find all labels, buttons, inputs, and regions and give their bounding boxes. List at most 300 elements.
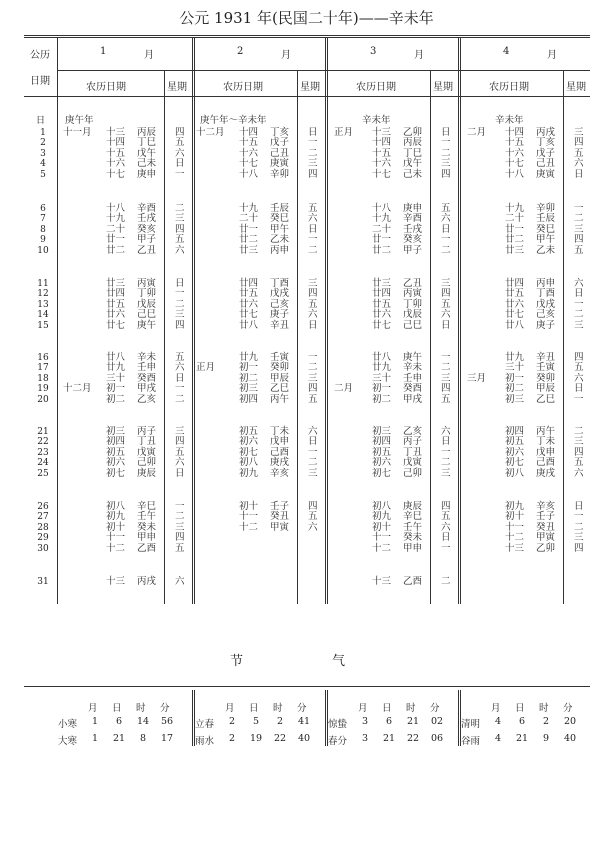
weekday: 日 xyxy=(308,223,318,235)
lunar-day: 廿九 xyxy=(106,362,126,374)
lunar-day: 初九 xyxy=(106,511,126,523)
lunar-day: 三十 xyxy=(106,372,126,384)
weekday: 三 xyxy=(574,223,584,235)
ganzhi: 癸卯 xyxy=(270,362,290,374)
ganzhi: 丁亥 xyxy=(270,127,290,138)
ganzhi: 庚戌 xyxy=(270,457,290,469)
weekday: 三 xyxy=(308,467,318,479)
ganzhi: 丁丑 xyxy=(137,436,157,448)
month-label: 月 xyxy=(281,50,291,61)
lunar-day: 初一 xyxy=(106,383,126,395)
weekday: 一 xyxy=(175,383,185,395)
weekday: 一 xyxy=(175,168,185,180)
day-number: 17 xyxy=(37,363,49,374)
day-number: 12 xyxy=(37,289,49,300)
weekday: 二 xyxy=(308,147,318,159)
year-label: 庚午年 xyxy=(65,115,94,126)
lunar-day: 初八 xyxy=(239,457,259,469)
lunar-day: 初八 xyxy=(505,467,525,479)
ganzhi: 戊戌 xyxy=(536,298,556,310)
lunar-day: 初六 xyxy=(106,457,126,469)
ganzhi: 乙亥 xyxy=(137,393,157,405)
weekday: 四 xyxy=(441,168,451,180)
ganzhi: 乙未 xyxy=(270,234,290,246)
lunar-day: 十九 xyxy=(372,213,392,225)
ganzhi: 乙酉 xyxy=(137,542,157,554)
ganzhi: 己卯 xyxy=(403,467,423,479)
ganzhi: 丁巳 xyxy=(137,137,157,149)
weekday: 一 xyxy=(441,542,451,554)
solar-term-value: 20 xyxy=(563,716,577,727)
ganzhi: 庚申 xyxy=(137,168,157,180)
solar-term-value: 2 xyxy=(542,716,550,727)
solar-terms-column-label: 日 xyxy=(515,703,525,714)
solar-terms-column-label: 时 xyxy=(406,703,416,714)
weekday: 五 xyxy=(175,234,185,246)
month-label: 月 xyxy=(414,50,424,61)
lunar-day: 初三 xyxy=(239,383,259,395)
ganzhi: 丁亥 xyxy=(536,137,556,149)
weekday: 五 xyxy=(175,446,185,458)
day-number: 23 xyxy=(37,447,49,458)
weekday: 三 xyxy=(574,532,584,544)
lunar-day: 初七 xyxy=(505,457,525,469)
lunar-day: 十六 xyxy=(106,158,126,170)
lunar-day: 三十 xyxy=(505,362,525,374)
weekday: 四 xyxy=(441,501,451,512)
solar-term-value: 6 xyxy=(518,716,526,727)
ganzhi: 丙戌 xyxy=(536,127,556,138)
ganzhi: 乙卯 xyxy=(403,127,423,138)
day-number: 10 xyxy=(37,245,49,256)
weekday: 三 xyxy=(308,278,318,289)
lunar-day: 廿六 xyxy=(505,298,525,310)
weekday: 二 xyxy=(175,393,185,405)
ganzhi: 甲戌 xyxy=(137,383,157,395)
weekday: 三 xyxy=(441,278,451,289)
lunar-day: 廿五 xyxy=(372,298,392,310)
lunar-day: 初九 xyxy=(505,501,525,512)
lunar-day: 廿七 xyxy=(106,319,126,331)
lunar-day: 十六 xyxy=(505,147,525,159)
lunar-day: 十七 xyxy=(239,158,259,170)
lunar-month: 三月 xyxy=(467,372,487,384)
weekday: 五 xyxy=(441,203,451,214)
ganzhi: 戊申 xyxy=(536,446,556,458)
lunar-day: 初一 xyxy=(505,372,525,384)
weekday: 四 xyxy=(574,137,584,149)
day-number: 16 xyxy=(37,353,49,363)
day-number: 9 xyxy=(40,235,46,246)
weekday: 一 xyxy=(308,446,318,458)
ganzhi: 辛卯 xyxy=(270,168,290,180)
solar-term-name: 小寒 xyxy=(58,719,78,730)
weekday: 六 xyxy=(308,309,318,321)
weekday: 四 xyxy=(175,532,185,544)
weekday: 二 xyxy=(441,147,451,159)
weekday: 六 xyxy=(441,309,451,321)
lunar-day: 廿六 xyxy=(106,309,126,321)
ganzhi: 己未 xyxy=(137,158,157,170)
weekday: 六 xyxy=(308,213,318,225)
weekday: 日 xyxy=(574,288,584,300)
weekday: 日 xyxy=(308,127,318,138)
lunar-day: 廿五 xyxy=(106,298,126,310)
solar-term-value: 2 xyxy=(228,716,236,727)
ganzhi: 壬午 xyxy=(403,521,423,533)
lunar-month: 正月 xyxy=(334,127,354,138)
weekday: 二 xyxy=(441,362,451,374)
ganzhi: 丙子 xyxy=(403,436,423,448)
lunar-day: 初十 xyxy=(106,521,126,533)
weekday: 一 xyxy=(175,501,185,512)
day-number: 28 xyxy=(37,522,49,533)
lunar-date-header: 农历日期 xyxy=(489,82,529,93)
ganzhi: 甲子 xyxy=(137,234,157,246)
lunar-day: 廿一 xyxy=(106,234,126,246)
weekday: 五 xyxy=(441,298,451,310)
lunar-day: 廿八 xyxy=(239,319,259,331)
lunar-day: 十一 xyxy=(372,532,392,544)
ganzhi: 乙丑 xyxy=(403,278,423,289)
lunar-day: 初三 xyxy=(106,426,126,437)
weekday: 六 xyxy=(441,521,451,533)
ganzhi: 丙戌 xyxy=(137,576,157,587)
ganzhi: 戊子 xyxy=(536,147,556,159)
ganzhi: 壬午 xyxy=(137,511,157,523)
lunar-day: 十六 xyxy=(372,158,392,170)
weekday: 三 xyxy=(441,158,451,170)
ganzhi: 壬寅 xyxy=(536,362,556,374)
lunar-day: 初四 xyxy=(505,426,525,437)
weekday: 三 xyxy=(574,319,584,331)
lunar-date-header: 农历日期 xyxy=(223,82,263,93)
ganzhi: 辛巳 xyxy=(137,501,157,512)
lunar-day: 初六 xyxy=(239,436,259,448)
ganzhi: 丁卯 xyxy=(137,288,157,300)
weekday: 日 xyxy=(175,467,185,479)
lunar-day: 十七 xyxy=(106,168,126,180)
lunar-day: 廿三 xyxy=(372,278,392,289)
lunar-day: 十九 xyxy=(106,213,126,225)
lunar-day: 初十 xyxy=(239,501,259,512)
lunar-day: 廿一 xyxy=(505,223,525,235)
solar-term-value: 6 xyxy=(115,716,123,727)
lunar-day: 廿八 xyxy=(505,319,525,331)
lunar-day: 廿一 xyxy=(372,234,392,246)
weekday: 二 xyxy=(175,203,185,214)
lunar-date-header: 农历日期 xyxy=(86,82,126,93)
ganzhi: 辛卯 xyxy=(536,203,556,214)
lunar-day: 十二 xyxy=(106,542,126,554)
weekday: 四 xyxy=(574,542,584,554)
ganzhi: 壬寅 xyxy=(270,352,290,363)
lunar-day: 十三 xyxy=(106,576,126,587)
weekday-header: 星期 xyxy=(433,82,453,93)
weekday: 一 xyxy=(308,137,318,149)
solar-terms-column-label: 月 xyxy=(358,703,368,714)
weekday: 六 xyxy=(441,213,451,225)
lunar-day: 初五 xyxy=(106,446,126,458)
ganzhi: 己巳 xyxy=(137,309,157,321)
lunar-day: 廿七 xyxy=(372,319,392,331)
lunar-month: 十二月 xyxy=(196,127,225,138)
ganzhi: 壬子 xyxy=(536,511,556,523)
day-number: 27 xyxy=(37,512,49,523)
ganzhi: 癸亥 xyxy=(137,223,157,235)
ganzhi: 壬申 xyxy=(403,372,423,384)
weekday: 一 xyxy=(574,511,584,523)
lunar-day: 初三 xyxy=(505,393,525,405)
lunar-day: 初九 xyxy=(239,467,259,479)
lunar-day: 二十 xyxy=(106,223,126,235)
weekday: 日 xyxy=(574,168,584,180)
page-title: 公元 1931 年(民国二十年)——辛未年 xyxy=(179,9,434,27)
year-label: 辛未年 xyxy=(362,115,391,126)
ganzhi: 庚辰 xyxy=(137,467,157,479)
ganzhi: 乙未 xyxy=(536,244,556,256)
solar-term-value: 1 xyxy=(91,733,99,744)
solar-term-value: 9 xyxy=(542,733,550,744)
weekday: 二 xyxy=(308,244,318,256)
weekday: 四 xyxy=(175,223,185,235)
lunar-day: 廿二 xyxy=(505,234,525,246)
ganzhi: 戊辰 xyxy=(137,298,157,310)
weekday: 日 xyxy=(441,436,451,448)
month-label: 月 xyxy=(144,50,154,61)
ganzhi: 乙酉 xyxy=(403,576,423,587)
weekday: 二 xyxy=(308,457,318,469)
solar-term-name: 谷雨 xyxy=(461,736,481,747)
solar-term-name: 惊蛰 xyxy=(328,719,348,730)
weekday: 二 xyxy=(574,309,584,321)
weekday: 六 xyxy=(175,362,185,374)
lunar-day: 廿九 xyxy=(239,352,259,363)
lunar-day: 廿二 xyxy=(106,244,126,256)
lunar-day: 廿四 xyxy=(372,288,392,300)
ganzhi: 戊申 xyxy=(270,436,290,448)
day-number: 24 xyxy=(37,458,49,469)
ganzhi: 癸巳 xyxy=(536,223,556,235)
month-number: 3 xyxy=(370,46,377,57)
ganzhi: 壬戌 xyxy=(403,223,423,235)
ganzhi: 庚子 xyxy=(270,309,290,321)
lunar-day: 十九 xyxy=(239,203,259,214)
solar-term-value: 21 xyxy=(112,733,126,744)
ganzhi: 辛亥 xyxy=(270,467,290,479)
lunar-day: 十六 xyxy=(239,147,259,159)
solar-term-value: 4 xyxy=(494,716,502,727)
lunar-day: 初二 xyxy=(505,383,525,395)
solar-terms-heading: 节 气 xyxy=(229,654,383,669)
ganzhi: 戊午 xyxy=(403,158,423,170)
solar-term-name: 大寒 xyxy=(58,736,78,747)
lunar-day: 廿六 xyxy=(239,298,259,310)
weekday: 二 xyxy=(308,362,318,374)
solar-terms-column-label: 分 xyxy=(160,703,170,714)
ganzhi: 辛酉 xyxy=(403,213,423,225)
lunar-day: 初九 xyxy=(372,511,392,523)
ganzhi: 丙申 xyxy=(270,244,290,256)
weekday: 五 xyxy=(175,542,185,554)
day-number: 1 xyxy=(40,128,46,138)
ganzhi: 庚寅 xyxy=(270,158,290,170)
ganzhi: 戊寅 xyxy=(137,446,157,458)
year-label: 辛未年 xyxy=(495,115,524,126)
month-number: 2 xyxy=(237,46,244,57)
ganzhi: 壬辰 xyxy=(270,203,290,214)
day-number: 22 xyxy=(37,437,49,448)
lunar-day: 廿七 xyxy=(505,309,525,321)
weekday: 三 xyxy=(574,436,584,448)
day-number: 20 xyxy=(37,394,49,405)
day-number: 29 xyxy=(37,533,49,544)
lunar-day: 十八 xyxy=(239,168,259,180)
solar-term-value: 21 xyxy=(406,716,420,727)
lunar-day: 三十 xyxy=(372,372,392,384)
lunar-day: 初一 xyxy=(239,362,259,374)
weekday: 六 xyxy=(574,278,584,289)
weekday: 一 xyxy=(574,298,584,310)
ganzhi: 乙丑 xyxy=(137,244,157,256)
weekday: 三 xyxy=(441,467,451,479)
lunar-day: 十八 xyxy=(106,203,126,214)
weekday: 一 xyxy=(441,137,451,149)
weekday: 一 xyxy=(441,446,451,458)
ganzhi: 己未 xyxy=(403,168,423,180)
solar-terms-column-label: 月 xyxy=(88,703,98,714)
ganzhi: 丁卯 xyxy=(403,298,423,310)
month-label: 月 xyxy=(547,50,557,61)
month-number: 4 xyxy=(503,46,510,57)
lunar-month: 二月 xyxy=(334,383,354,395)
lunar-day: 十二 xyxy=(505,532,525,544)
weekday: 一 xyxy=(441,352,451,363)
ganzhi: 庚寅 xyxy=(536,168,556,180)
ganzhi: 癸酉 xyxy=(403,383,423,395)
weekday: 二 xyxy=(441,244,451,256)
ganzhi: 戊午 xyxy=(137,147,157,159)
lunar-day: 初五 xyxy=(505,436,525,448)
month-number: 1 xyxy=(100,46,107,57)
weekday: 三 xyxy=(175,426,185,437)
ganzhi: 丙午 xyxy=(536,426,556,437)
lunar-day: 廿八 xyxy=(372,352,392,363)
solar-term-value: 2 xyxy=(228,733,236,744)
weekday: 四 xyxy=(574,234,584,246)
lunar-day: 初二 xyxy=(106,393,126,405)
ganzhi: 癸亥 xyxy=(403,234,423,246)
weekday: 六 xyxy=(308,521,318,533)
lunar-day: 十三 xyxy=(372,576,392,587)
ganzhi: 癸丑 xyxy=(536,521,556,533)
solar-terms-column-label: 时 xyxy=(136,703,146,714)
lunar-day: 二十 xyxy=(505,213,525,225)
solar-term-value: 5 xyxy=(252,716,260,727)
header-gregorian-label: 公历 xyxy=(30,50,50,61)
solar-term-value: 22 xyxy=(406,733,420,744)
lunar-day: 廿八 xyxy=(106,352,126,363)
solar-term-value: 22 xyxy=(273,733,287,744)
weekday: 六 xyxy=(175,576,185,587)
solar-term-value: 2 xyxy=(276,716,284,727)
ganzhi: 甲辰 xyxy=(270,372,290,384)
weekday: 五 xyxy=(441,511,451,523)
weekday: 四 xyxy=(574,352,584,363)
ganzhi: 癸未 xyxy=(403,532,423,544)
ganzhi: 辛丑 xyxy=(270,319,290,331)
day-number: 11 xyxy=(37,279,49,289)
weekday: 一 xyxy=(175,288,185,300)
lunar-day: 二十 xyxy=(239,213,259,225)
lunar-day: 廿五 xyxy=(239,288,259,300)
weekday: 五 xyxy=(574,147,584,159)
lunar-day: 十四 xyxy=(106,137,126,149)
lunar-day: 十三 xyxy=(372,127,392,138)
lunar-day: 初十 xyxy=(372,521,392,533)
ganzhi: 己酉 xyxy=(270,446,290,458)
lunar-day: 廿一 xyxy=(239,223,259,235)
weekday: 五 xyxy=(308,298,318,310)
solar-terms-column-label: 日 xyxy=(382,703,392,714)
lunar-month: 十一月 xyxy=(63,127,92,138)
lunar-day: 初五 xyxy=(372,446,392,458)
weekday: 二 xyxy=(175,511,185,523)
ganzhi: 甲寅 xyxy=(270,521,290,533)
lunar-day: 十四 xyxy=(239,127,259,138)
ganzhi: 甲戌 xyxy=(403,393,423,405)
ganzhi: 丙辰 xyxy=(403,137,423,149)
weekday: 五 xyxy=(574,362,584,374)
lunar-day: 二十 xyxy=(372,223,392,235)
ganzhi: 己巳 xyxy=(403,319,423,331)
ganzhi: 丙辰 xyxy=(137,127,157,138)
day-number: 7 xyxy=(40,214,46,225)
weekday: 一 xyxy=(574,393,584,405)
weekday: 日 xyxy=(574,501,584,512)
lunar-day: 初四 xyxy=(106,436,126,448)
solar-term-value: 41 xyxy=(297,716,311,727)
lunar-day: 廿四 xyxy=(106,288,126,300)
weekday: 六 xyxy=(175,244,185,256)
solar-term-value: 02 xyxy=(430,716,444,727)
ganzhi: 己卯 xyxy=(137,457,157,469)
lunar-day: 廿九 xyxy=(505,352,525,363)
ganzhi: 丁丑 xyxy=(403,446,423,458)
weekday: 三 xyxy=(175,309,185,321)
solar-terms-column-label: 日 xyxy=(112,703,122,714)
weekday: 六 xyxy=(175,147,185,159)
ganzhi: 庚辰 xyxy=(403,501,423,512)
solar-term-value: 3 xyxy=(361,716,369,727)
ganzhi: 辛巳 xyxy=(403,511,423,523)
lunar-day: 初六 xyxy=(505,446,525,458)
ganzhi: 壬戌 xyxy=(137,213,157,225)
day-number: 26 xyxy=(37,502,49,512)
lunar-day: 十四 xyxy=(372,137,392,149)
day-number: 15 xyxy=(37,320,49,331)
weekday: 三 xyxy=(175,213,185,225)
ganzhi: 己丑 xyxy=(270,147,290,159)
ganzhi: 庚申 xyxy=(403,203,423,214)
ganzhi: 庚戌 xyxy=(536,467,556,479)
solar-terms-column-label: 分 xyxy=(297,703,307,714)
lunar-day: 初一 xyxy=(372,383,392,395)
lunar-day: 初二 xyxy=(372,393,392,405)
weekday: 一 xyxy=(308,234,318,246)
lunar-day: 初五 xyxy=(239,426,259,437)
lunar-day: 廿三 xyxy=(239,244,259,256)
